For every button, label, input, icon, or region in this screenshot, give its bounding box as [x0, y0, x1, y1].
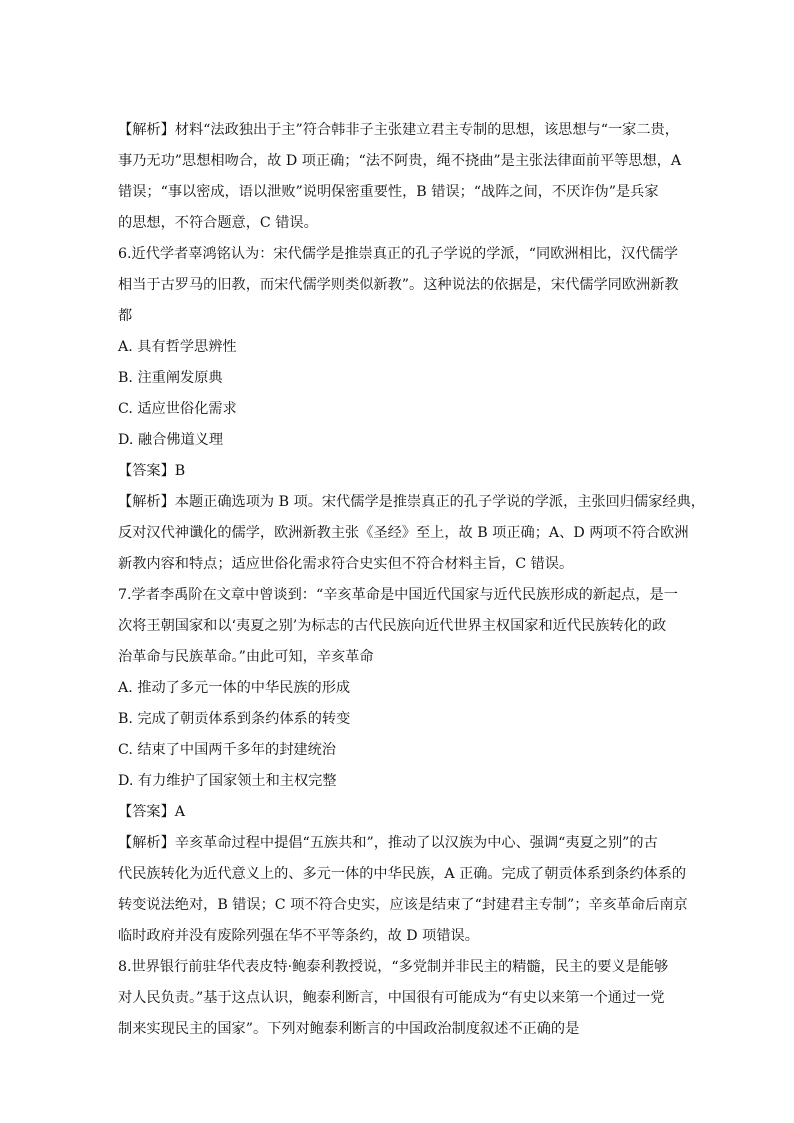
option-b: B. 完成了朝贡体系到条约体系的转变	[118, 711, 351, 727]
text-line: 治革命与民族革命。”由此可知，辛亥革命	[118, 649, 374, 665]
text-line: 都	[118, 308, 133, 324]
question-7-stem: 7.学者李禹阶在文章中曾谈到：“辛亥革命是中国近代国家与近代民族形成的新起点，是一	[118, 587, 678, 603]
text-line: 【解析】材料“法政独出于主”符合韩非子主张建立君主专制的思想，该思想与“一家二贵，	[118, 122, 679, 138]
option-c: C. 适应世俗化需求	[118, 401, 237, 417]
option-c: C. 结束了中国两千多年的封建统治	[118, 742, 336, 758]
option-b: B. 注重阐发原典	[118, 370, 223, 386]
answer-line: 【答案】B	[118, 463, 186, 479]
text-line: 代民族转化为近代意义上的、多元一体的中华民族，A 正确。完成了朝贡体系到条约体系的	[118, 866, 687, 882]
option-d: D. 融合佛道义理	[118, 432, 224, 448]
text-line: 相当于古罗马的旧教，而宋代儒学则类似新教”。这种说法的依据是，宋代儒学同欧洲新教	[118, 277, 679, 293]
text-line: 新教内容和特点；适应世俗化需求符合史实但不符合材料主旨，C 错误。	[118, 556, 574, 572]
question-6-stem: 6.近代学者辜鸿铭认为：宋代儒学是推崇真正的孔子学说的学派，“同欧洲相比，汉代儒学	[118, 246, 678, 262]
text-line: 次将王朝国家和以‘夷夏之别’为标志的古代民族向近代世界主权国家和近代民族转化的政	[118, 618, 667, 634]
analysis-line: 【解析】辛亥革命过程中提倡“五族共和”，推动了以汉族为中心、强调“夷夏之别”的古	[118, 835, 658, 851]
text-line: 临时政府并没有废除列强在华不平等条约，故 D 项错误。	[118, 928, 479, 944]
text-line: 的思想，不符合题意，C 错误。	[118, 215, 318, 231]
analysis-line: 【解析】本题正确选项为 B 项。宋代儒学是推崇真正的孔子学说的学派，主张回归儒家经典，	[118, 494, 705, 510]
option-a: A. 推动了多元一体的中华民族的形成	[118, 680, 351, 696]
text-line: 反对汉代神谶化的儒学，欧洲新教主张《圣经》至上，故 B 项正确；A、D 两项不符合欧洲	[118, 525, 689, 541]
question-8-stem: 8.世界银行前驻华代表皮特·鲍泰利教授说，“多党制并非民主的精髓，民主的要义是能够	[118, 959, 669, 975]
text-line: 事乃无功”思想相吻合，故 D 项正确；“法不阿贵，绳不挠曲”是主张法律面前平等思想，A	[118, 153, 682, 169]
option-a: A. 具有哲学思辨性	[118, 339, 237, 355]
text-line: 制来实现民主的国家”。下列对鲍泰利断言的中国政治制度叙述不正确的是	[118, 1021, 580, 1037]
text-line: 对人民负责。”基于这点认识，鲍泰利断言，中国很有可能成为“有史以来第一个通过一党	[118, 990, 665, 1006]
answer-line: 【答案】A	[118, 804, 185, 820]
option-d: D. 有力维护了国家领土和主权完整	[118, 773, 337, 789]
text-line: 转变说法绝对，B 错误；C 项不符合史实，应该是结束了“封建君主专制”；辛亥革命后南京	[118, 897, 688, 913]
text-line: 错误；“事以密成，语以泄败”说明保密重要性，B 错误；“战阵之间，不厌诈伪”是兵家	[118, 184, 659, 200]
